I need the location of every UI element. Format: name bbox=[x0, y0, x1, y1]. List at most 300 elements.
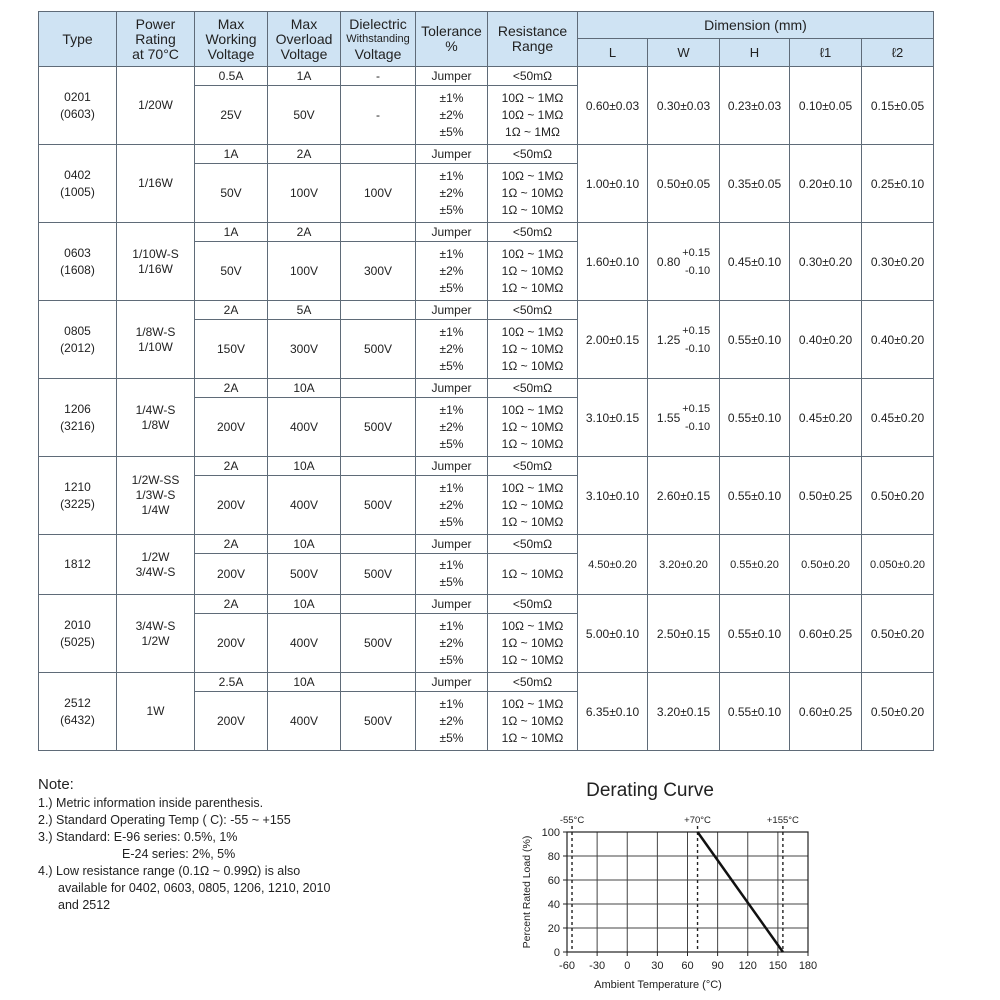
cell-jumper-dielectric bbox=[341, 223, 416, 242]
cell-jumper-working: 2.5A bbox=[195, 673, 268, 692]
cell-std-dielectric: 100V bbox=[341, 164, 416, 223]
cell-jumper-tol: Jumper bbox=[416, 379, 488, 398]
cell-std-res-line: 10Ω ~ 1MΩ bbox=[501, 246, 564, 261]
cell-power-line: 1/10W bbox=[138, 339, 173, 354]
cell-dim-l2: 0.15±0.05 bbox=[862, 67, 934, 145]
cell-jumper-dielectric bbox=[341, 301, 416, 320]
chart-ylabel: Percent Rated Load (%) bbox=[521, 835, 533, 949]
cell-std-tol-line: ±5% bbox=[439, 575, 464, 589]
header-resistance-range: Resistance Range bbox=[488, 12, 578, 67]
cell-dim-l: 3.10±0.10 bbox=[578, 457, 648, 535]
cell-std-tol-line: ±5% bbox=[439, 514, 464, 529]
x-tick-label: 90 bbox=[711, 960, 724, 972]
cell-std-res bbox=[488, 554, 578, 595]
cell-type-line: 0201 bbox=[64, 89, 91, 104]
cell-dim-w bbox=[648, 223, 720, 301]
cell-std-tol-line: ±1% bbox=[439, 618, 464, 633]
notes-title: Note: bbox=[38, 776, 74, 793]
cell-std-tol-line: ±5% bbox=[439, 730, 464, 745]
temp-marker-label: +155°C bbox=[766, 815, 799, 826]
header-dimension: Dimension (mm) bbox=[578, 12, 934, 39]
cell-dim-l2: 0.50±0.20 bbox=[862, 457, 934, 535]
cell-power-line: 3/4W-S bbox=[135, 618, 176, 633]
cell-std-res-line: 1Ω ~ 10MΩ bbox=[501, 497, 564, 512]
cell-type-line: (5025) bbox=[60, 634, 95, 649]
cell-dim-l2: 0.25±0.10 bbox=[862, 145, 934, 223]
cell-std-tol-line: ±2% bbox=[439, 419, 464, 434]
cell-dim-h: 0.55±0.10 bbox=[720, 595, 790, 673]
dim-minus: -0.10 bbox=[685, 420, 711, 433]
cell-power-line: 3/4W-S bbox=[135, 564, 176, 579]
cell-dim-l: 1.00±0.10 bbox=[578, 145, 648, 223]
cell-jumper-overload: 2A bbox=[268, 223, 341, 242]
header-dim-l2: ℓ2 bbox=[862, 39, 934, 67]
y-tick-label: 100 bbox=[541, 827, 560, 839]
cell-std-tol-line: ±5% bbox=[439, 652, 464, 667]
header-dim-l1: ℓ1 bbox=[790, 39, 862, 67]
cell-jumper-tol: Jumper bbox=[416, 535, 488, 554]
cell-jumper-dielectric bbox=[341, 673, 416, 692]
cell-dim-l2: 0.30±0.20 bbox=[862, 223, 934, 301]
cell-std-res-line: 1Ω ~ 10MΩ bbox=[501, 652, 564, 667]
cell-jumper-res: <50mΩ bbox=[488, 67, 578, 86]
cell-type bbox=[39, 457, 117, 535]
cell-jumper-working: 2A bbox=[195, 595, 268, 614]
table-row bbox=[39, 535, 934, 554]
header-max-working-voltage: Max Working Voltage bbox=[195, 12, 268, 67]
cell-dim-l: 2.00±0.15 bbox=[578, 301, 648, 379]
cell-jumper-tol: Jumper bbox=[416, 301, 488, 320]
note-1: 1.) Metric information inside parenthesis. bbox=[38, 796, 264, 810]
header-dielectric: Dielectric Withstanding Voltage bbox=[341, 12, 416, 67]
cell-dim-l1: 0.40±0.20 bbox=[790, 301, 862, 379]
cell-std-overload: 400V bbox=[268, 398, 341, 457]
cell-type bbox=[39, 223, 117, 301]
chart-title: Derating Curve bbox=[586, 780, 714, 801]
cell-dim-w: 3.20±0.15 bbox=[648, 673, 720, 751]
table-row bbox=[39, 457, 934, 476]
cell-jumper-overload: 2A bbox=[268, 145, 341, 164]
cell-type-line: (6432) bbox=[60, 712, 95, 727]
cell-std-res-line: 10Ω ~ 1MΩ bbox=[501, 168, 564, 183]
cell-std-tol-line: ±5% bbox=[439, 280, 464, 295]
cell-std-res bbox=[488, 164, 578, 223]
cell-std-res-line: 1Ω ~ 10MΩ bbox=[501, 635, 564, 650]
cell-std-res-line: 1Ω ~ 10MΩ bbox=[501, 419, 564, 434]
cell-dim-l1: 0.50±0.20 bbox=[790, 535, 862, 595]
cell-power bbox=[117, 379, 195, 457]
cell-std-tol-line: ±1% bbox=[439, 168, 464, 183]
cell-dim-w: 3.20±0.20 bbox=[648, 535, 720, 595]
cell-power-line: 1/16W bbox=[138, 261, 173, 276]
temp-marker-label: +70°C bbox=[684, 815, 711, 826]
cell-power bbox=[117, 595, 195, 673]
y-tick-label: 0 bbox=[553, 947, 560, 959]
cell-type-line: (3225) bbox=[60, 496, 95, 511]
cell-std-tol-line: ±2% bbox=[439, 263, 464, 278]
cell-std-tol bbox=[416, 320, 488, 379]
cell-dim-h: 0.35±0.05 bbox=[720, 145, 790, 223]
cell-std-res-line: 10Ω ~ 1MΩ bbox=[501, 618, 564, 633]
cell-power-line: 1/10W-S bbox=[132, 246, 179, 261]
cell-std-tol-line: ±2% bbox=[439, 107, 464, 122]
cell-std-working: 25V bbox=[195, 86, 268, 145]
cell-type-line: 1812 bbox=[64, 557, 91, 571]
chart-xlabel: Ambient Temperature (°C) bbox=[594, 979, 722, 991]
cell-std-res-line: 10Ω ~ 1MΩ bbox=[501, 480, 564, 495]
cell-dim-l: 0.60±0.03 bbox=[578, 67, 648, 145]
table-row bbox=[39, 379, 934, 398]
note-3b: E-24 series: 2%, 5% bbox=[122, 847, 236, 861]
derating-line bbox=[698, 832, 783, 952]
x-tick-label: 180 bbox=[798, 960, 818, 972]
cell-std-tol-line: ±1% bbox=[439, 402, 464, 417]
derating-chart bbox=[510, 772, 820, 994]
cell-std-tol bbox=[416, 554, 488, 595]
cell-std-tol bbox=[416, 398, 488, 457]
cell-power bbox=[117, 67, 195, 145]
cell-std-res-line: 1Ω ~ 1MΩ bbox=[505, 124, 560, 139]
cell-type bbox=[39, 379, 117, 457]
note-4b: available for 0402, 0603, 0805, 1206, 1210, 2010 bbox=[58, 881, 331, 895]
cell-std-res-line: 1Ω ~ 10MΩ bbox=[501, 436, 564, 451]
cell-std-res bbox=[488, 476, 578, 535]
cell-jumper-dielectric bbox=[341, 379, 416, 398]
table-row bbox=[39, 301, 934, 320]
cell-jumper-res: <50mΩ bbox=[488, 145, 578, 164]
table-row bbox=[39, 595, 934, 614]
cell-type bbox=[39, 595, 117, 673]
cell-std-overload: 400V bbox=[268, 476, 341, 535]
cell-std-working: 200V bbox=[195, 614, 268, 673]
cell-type-line: (1005) bbox=[60, 184, 95, 199]
cell-type bbox=[39, 145, 117, 223]
cell-std-tol-line: ±2% bbox=[439, 341, 464, 356]
cell-type bbox=[39, 673, 117, 751]
cell-std-res-line: 10Ω ~ 1MΩ bbox=[501, 107, 564, 122]
cell-std-overload: 400V bbox=[268, 692, 341, 751]
cell-jumper-dielectric bbox=[341, 535, 416, 554]
cell-std-res bbox=[488, 86, 578, 145]
dim-plus: +0.15 bbox=[682, 324, 711, 337]
header-tolerance: Tolerance % bbox=[416, 12, 488, 67]
cell-std-res-line: 10Ω ~ 1MΩ bbox=[501, 696, 564, 711]
cell-std-dielectric: 500V bbox=[341, 692, 416, 751]
cell-power bbox=[117, 535, 195, 595]
cell-type-line: 1210 bbox=[64, 479, 91, 494]
cell-dim-l1: 0.50±0.25 bbox=[790, 457, 862, 535]
cell-jumper-working: 1A bbox=[195, 145, 268, 164]
cell-std-res bbox=[488, 320, 578, 379]
cell-power bbox=[117, 145, 195, 223]
cell-jumper-overload: 10A bbox=[268, 379, 341, 398]
x-tick-label: 120 bbox=[738, 960, 757, 972]
cell-dim-l: 1.60±0.10 bbox=[578, 223, 648, 301]
x-tick-label: 60 bbox=[681, 960, 694, 972]
cell-dim-w: 2.60±0.15 bbox=[648, 457, 720, 535]
cell-std-dielectric: - bbox=[341, 86, 416, 145]
cell-std-res-line: 1Ω ~ 10MΩ bbox=[501, 202, 564, 217]
cell-std-overload: 400V bbox=[268, 614, 341, 673]
cell-std-working: 50V bbox=[195, 242, 268, 301]
dim-minus: -0.10 bbox=[685, 342, 711, 355]
cell-std-res-line: 1Ω ~ 10MΩ bbox=[501, 514, 564, 529]
cell-power bbox=[117, 223, 195, 301]
cell-std-res-line: 1Ω ~ 10MΩ bbox=[501, 280, 564, 295]
cell-power bbox=[117, 673, 195, 751]
dim-base: 1.55 bbox=[656, 410, 681, 425]
cell-type-line: 2512 bbox=[64, 695, 91, 710]
cell-std-res-line: 10Ω ~ 1MΩ bbox=[501, 324, 564, 339]
spec-table bbox=[38, 11, 934, 751]
cell-std-tol-line: ±1% bbox=[439, 558, 464, 572]
cell-jumper-working: 2A bbox=[195, 379, 268, 398]
cell-std-overload: 300V bbox=[268, 320, 341, 379]
cell-power-line: 1/8W-S bbox=[135, 324, 176, 339]
cell-jumper-tol: Jumper bbox=[416, 67, 488, 86]
table-row bbox=[39, 145, 934, 164]
cell-std-tol-line: ±5% bbox=[439, 124, 464, 139]
cell-std-tol bbox=[416, 614, 488, 673]
cell-jumper-res: <50mΩ bbox=[488, 379, 578, 398]
cell-std-dielectric: 500V bbox=[341, 320, 416, 379]
cell-std-tol-line: ±2% bbox=[439, 497, 464, 512]
note-4c: and 2512 bbox=[58, 898, 111, 912]
cell-jumper-tol: Jumper bbox=[416, 673, 488, 692]
note-4: 4.) Low resistance range (0.1Ω ~ 0.99Ω) is also bbox=[38, 864, 301, 878]
x-tick-label: 30 bbox=[651, 960, 664, 972]
cell-std-working: 50V bbox=[195, 164, 268, 223]
cell-jumper-res: <50mΩ bbox=[488, 301, 578, 320]
cell-type-line: (0603) bbox=[60, 106, 95, 121]
cell-dim-l1: 0.60±0.25 bbox=[790, 673, 862, 751]
cell-type bbox=[39, 67, 117, 145]
cell-jumper-tol: Jumper bbox=[416, 457, 488, 476]
cell-std-tol-line: ±2% bbox=[439, 635, 464, 650]
cell-jumper-dielectric bbox=[341, 595, 416, 614]
cell-jumper-tol: Jumper bbox=[416, 223, 488, 242]
cell-type bbox=[39, 301, 117, 379]
cell-power-line: 1W bbox=[146, 704, 165, 718]
cell-dim-h: 0.45±0.10 bbox=[720, 223, 790, 301]
cell-std-overload: 500V bbox=[268, 554, 341, 595]
x-tick-label: 150 bbox=[768, 960, 788, 972]
cell-dim-h: 0.55±0.20 bbox=[720, 535, 790, 595]
cell-power-line: 1/20W bbox=[138, 98, 173, 112]
cell-dim-l: 6.35±0.10 bbox=[578, 673, 648, 751]
header-max-overload-voltage: Max Overload Voltage bbox=[268, 12, 341, 67]
cell-std-working: 200V bbox=[195, 554, 268, 595]
cell-std-res-line: 10Ω ~ 1MΩ bbox=[501, 90, 564, 105]
cell-std-tol-line: ±5% bbox=[439, 202, 464, 217]
cell-dim-l2: 0.40±0.20 bbox=[862, 301, 934, 379]
cell-power-line: 1/2W bbox=[141, 633, 170, 648]
cell-std-tol-line: ±5% bbox=[439, 358, 464, 373]
cell-dim-h: 0.23±0.03 bbox=[720, 67, 790, 145]
cell-power-line: 1/8W bbox=[141, 417, 170, 432]
cell-jumper-working: 2A bbox=[195, 535, 268, 554]
dim-minus: -0.10 bbox=[685, 264, 711, 277]
cell-jumper-overload: 10A bbox=[268, 457, 341, 476]
cell-std-res-line: 1Ω ~ 10MΩ bbox=[501, 185, 564, 200]
cell-jumper-dielectric bbox=[341, 457, 416, 476]
cell-type-line: 0805 bbox=[64, 323, 91, 338]
cell-jumper-overload: 10A bbox=[268, 535, 341, 554]
dim-plus: +0.15 bbox=[682, 402, 711, 415]
cell-std-res bbox=[488, 398, 578, 457]
table-row bbox=[39, 67, 934, 86]
cell-std-dielectric: 300V bbox=[341, 242, 416, 301]
cell-dim-l1: 0.30±0.20 bbox=[790, 223, 862, 301]
cell-type-line: 1206 bbox=[64, 401, 91, 416]
cell-std-res-line: 1Ω ~ 10MΩ bbox=[501, 341, 564, 356]
header-dim-l: L bbox=[578, 39, 648, 67]
cell-jumper-res: <50mΩ bbox=[488, 535, 578, 554]
cell-power bbox=[117, 457, 195, 535]
cell-std-tol-line: ±2% bbox=[439, 185, 464, 200]
cell-dim-l1: 0.60±0.25 bbox=[790, 595, 862, 673]
header-type: Type bbox=[39, 12, 117, 67]
cell-dim-h: 0.55±0.10 bbox=[720, 673, 790, 751]
header-power-rating: Power Rating at 70°C bbox=[117, 12, 195, 67]
cell-std-tol-line: ±1% bbox=[439, 324, 464, 339]
cell-type-line: (2012) bbox=[60, 340, 95, 355]
cell-std-working: 200V bbox=[195, 476, 268, 535]
cell-dim-l2: 0.45±0.20 bbox=[862, 379, 934, 457]
cell-std-tol-line: ±5% bbox=[439, 436, 464, 451]
cell-std-res-line: 1Ω ~ 10MΩ bbox=[501, 713, 564, 728]
cell-std-res-line: 1Ω ~ 10MΩ bbox=[501, 263, 564, 278]
cell-power-line: 1/4W bbox=[141, 503, 170, 517]
note-3: 3.) Standard: E-96 series: 0.5%, 1% bbox=[38, 830, 238, 844]
cell-std-res-line: 1Ω ~ 10MΩ bbox=[501, 566, 564, 581]
cell-type bbox=[39, 535, 117, 595]
cell-std-overload: 100V bbox=[268, 164, 341, 223]
cell-dim-l2: 0.50±0.20 bbox=[862, 595, 934, 673]
cell-std-tol bbox=[416, 692, 488, 751]
cell-dim-l: 3.10±0.15 bbox=[578, 379, 648, 457]
header-dim-h: H bbox=[720, 39, 790, 67]
y-tick-label: 60 bbox=[547, 875, 560, 887]
cell-std-tol bbox=[416, 164, 488, 223]
cell-std-dielectric: 500V bbox=[341, 476, 416, 535]
cell-std-tol-line: ±1% bbox=[439, 696, 464, 711]
cell-jumper-res: <50mΩ bbox=[488, 673, 578, 692]
cell-std-tol bbox=[416, 242, 488, 301]
notes bbox=[38, 776, 330, 914]
cell-dim-l: 5.00±0.10 bbox=[578, 595, 648, 673]
cell-power-line: 1/2W-SS bbox=[131, 473, 180, 487]
y-tick-label: 40 bbox=[547, 899, 560, 911]
cell-std-tol bbox=[416, 476, 488, 535]
cell-std-working: 200V bbox=[195, 398, 268, 457]
cell-type-line: 0402 bbox=[64, 167, 91, 182]
cell-std-dielectric: 500V bbox=[341, 614, 416, 673]
cell-std-working: 200V bbox=[195, 692, 268, 751]
cell-jumper-res: <50mΩ bbox=[488, 595, 578, 614]
temp-marker-label: -55°C bbox=[559, 815, 585, 826]
cell-power-line: 1/3W-S bbox=[135, 488, 176, 502]
cell-std-dielectric: 500V bbox=[341, 398, 416, 457]
table-row bbox=[39, 223, 934, 242]
cell-jumper-overload: 10A bbox=[268, 673, 341, 692]
table-row bbox=[39, 673, 934, 692]
x-tick-label: -60 bbox=[559, 960, 575, 972]
cell-power-line: 1/2W bbox=[141, 549, 170, 564]
cell-jumper-working: 1A bbox=[195, 223, 268, 242]
cell-std-res bbox=[488, 242, 578, 301]
cell-dim-h: 0.55±0.10 bbox=[720, 457, 790, 535]
cell-std-tol-line: ±1% bbox=[439, 90, 464, 105]
cell-std-dielectric: 500V bbox=[341, 554, 416, 595]
cell-power-line: 1/4W-S bbox=[135, 402, 176, 417]
cell-jumper-dielectric bbox=[341, 145, 416, 164]
cell-jumper-tol: Jumper bbox=[416, 595, 488, 614]
dim-base: 1.25 bbox=[656, 332, 681, 347]
cell-jumper-dielectric: - bbox=[341, 67, 416, 86]
cell-dim-w: 0.30±0.03 bbox=[648, 67, 720, 145]
cell-std-res-line: 1Ω ~ 10MΩ bbox=[501, 358, 564, 373]
cell-jumper-overload: 1A bbox=[268, 67, 341, 86]
cell-std-tol bbox=[416, 86, 488, 145]
cell-std-res bbox=[488, 692, 578, 751]
y-tick-label: 80 bbox=[547, 851, 560, 863]
cell-dim-w: 0.50±0.05 bbox=[648, 145, 720, 223]
cell-jumper-overload: 5A bbox=[268, 301, 341, 320]
cell-jumper-working: 2A bbox=[195, 301, 268, 320]
cell-dim-l1: 0.20±0.10 bbox=[790, 145, 862, 223]
cell-dim-w bbox=[648, 301, 720, 379]
cell-jumper-overload: 10A bbox=[268, 595, 341, 614]
cell-std-res-line: 1Ω ~ 10MΩ bbox=[501, 730, 564, 745]
cell-dim-w bbox=[648, 379, 720, 457]
cell-dim-l2: 0.50±0.20 bbox=[862, 673, 934, 751]
cell-type-line: 2010 bbox=[64, 617, 91, 632]
cell-dim-l1: 0.10±0.05 bbox=[790, 67, 862, 145]
cell-dim-w: 2.50±0.15 bbox=[648, 595, 720, 673]
cell-std-tol-line: ±1% bbox=[439, 246, 464, 261]
cell-std-res bbox=[488, 614, 578, 673]
cell-std-working: 150V bbox=[195, 320, 268, 379]
cell-dim-l2: 0.050±0.20 bbox=[862, 535, 934, 595]
cell-std-overload: 100V bbox=[268, 242, 341, 301]
header-dim-w: W bbox=[648, 39, 720, 67]
cell-jumper-res: <50mΩ bbox=[488, 223, 578, 242]
cell-dim-h: 0.55±0.10 bbox=[720, 379, 790, 457]
cell-power-line: 1/16W bbox=[138, 176, 173, 190]
cell-type-line: (1608) bbox=[60, 262, 95, 277]
cell-jumper-working: 2A bbox=[195, 457, 268, 476]
cell-power bbox=[117, 301, 195, 379]
x-tick-label: 0 bbox=[624, 960, 631, 972]
cell-std-res-line: 10Ω ~ 1MΩ bbox=[501, 402, 564, 417]
cell-type-line: 0603 bbox=[64, 245, 91, 260]
cell-jumper-tol: Jumper bbox=[416, 145, 488, 164]
dim-plus: +0.15 bbox=[682, 246, 711, 259]
cell-std-tol-line: ±1% bbox=[439, 480, 464, 495]
cell-dim-l1: 0.45±0.20 bbox=[790, 379, 862, 457]
cell-dim-l: 4.50±0.20 bbox=[578, 535, 648, 595]
note-2: 2.) Standard Operating Temp ( C): -55 ~ +155 bbox=[38, 813, 291, 827]
cell-std-overload: 50V bbox=[268, 86, 341, 145]
cell-jumper-working: 0.5A bbox=[195, 67, 268, 86]
cell-dim-h: 0.55±0.10 bbox=[720, 301, 790, 379]
x-tick-label: -30 bbox=[589, 960, 606, 972]
cell-jumper-res: <50mΩ bbox=[488, 457, 578, 476]
y-tick-label: 20 bbox=[547, 923, 560, 935]
dim-base: 0.80 bbox=[656, 254, 681, 269]
cell-std-tol-line: ±2% bbox=[439, 713, 464, 728]
